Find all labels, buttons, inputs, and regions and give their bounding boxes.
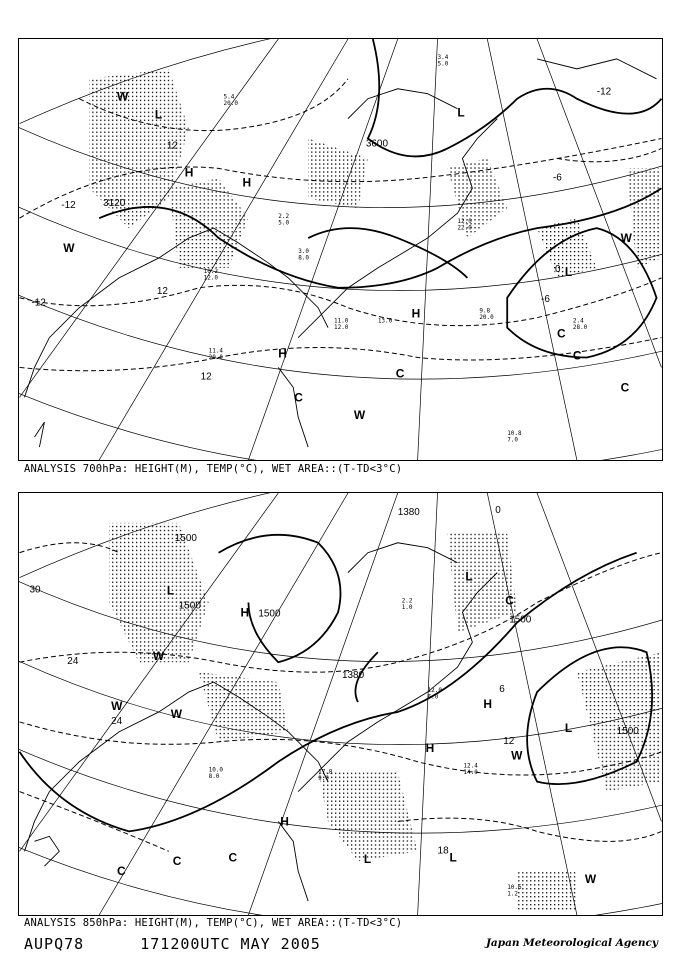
cold-center: C <box>572 348 582 363</box>
height-label: 1380 <box>397 506 420 518</box>
high-center: H <box>411 306 421 321</box>
wet-areas <box>89 69 661 278</box>
warm-center: W <box>63 240 75 255</box>
station-plot: 12.4 14.0 <box>463 762 478 777</box>
caption-850hpa: ANALYSIS 850hPa: HEIGHT(M), TEMP(°C), WET AREA::(T-TD<3°C) <box>24 917 403 929</box>
station-plot: 11.4 20.0 <box>208 347 224 361</box>
station-plot: 5.4 20.0 <box>223 93 238 108</box>
warm-center: W <box>117 89 129 104</box>
station-plot: 10.8 7.0 <box>507 430 522 444</box>
map-850hpa-canvas <box>19 493 662 915</box>
high-center: H <box>184 165 194 180</box>
station-plot: 10.2 12.0 <box>203 267 219 282</box>
station-plot: 17.8 9.0 <box>318 768 333 783</box>
height-label: 1500 <box>174 532 197 544</box>
map-700hpa <box>18 38 663 461</box>
height-label: 1500 <box>616 725 639 737</box>
low-center: L <box>564 720 573 735</box>
cold-center: C <box>556 326 566 341</box>
station-plot: 12.0 6.0 <box>427 687 442 701</box>
chart-id: AUPQ78 <box>24 935 85 953</box>
temp-label: 18 <box>437 845 449 857</box>
temp-label: 12 <box>166 140 178 152</box>
cold-center: C <box>294 390 303 405</box>
low-center: L <box>564 264 573 279</box>
station-plot: 11.0 12.0 <box>334 317 349 332</box>
temp-label: -6 <box>552 172 562 184</box>
station-plot: 2.2 5.0 <box>278 213 290 227</box>
cold-center: C <box>505 593 514 608</box>
warm-center: W <box>511 748 523 763</box>
station-plot: 12.0 22.0 <box>457 218 472 232</box>
station-plot: 2.4 28.0 <box>572 317 588 332</box>
temp-label: 0 <box>495 504 501 516</box>
low-center: L <box>449 850 457 865</box>
warm-center: W <box>584 872 597 887</box>
height-label: 1500 <box>509 614 532 626</box>
station-plot: 3.0 8.0 <box>298 247 309 262</box>
warm-center: W <box>353 408 366 423</box>
warm-center: W <box>620 231 632 246</box>
warm-center: W <box>111 698 123 713</box>
station-plots <box>204 54 588 444</box>
map-850hpa <box>18 492 663 916</box>
temp-label: -12 <box>596 86 612 98</box>
temp-label: 12 <box>156 285 168 297</box>
low-center: L <box>154 107 163 122</box>
warm-center: W <box>170 706 183 721</box>
caption-700hpa: ANALYSIS 700hPa: HEIGHT(M), TEMP(°C), WET AREA::(T-TD<3°C) <box>24 463 403 475</box>
station-plot: 9.8 20.0 <box>479 307 494 322</box>
high-center: H <box>240 605 250 620</box>
cold-center: C <box>395 366 405 381</box>
high-center: H <box>425 740 435 755</box>
height-label: 3600 <box>365 138 388 150</box>
warm-center: W <box>152 649 165 664</box>
high-center: H <box>278 346 287 361</box>
low-center: L <box>363 852 372 867</box>
station-plot: 10.0 8.0 <box>208 766 224 781</box>
high-center: H <box>483 696 492 711</box>
temp-label: 24 <box>67 656 79 668</box>
chart-code <box>24 935 321 953</box>
height-label: 1380 <box>341 670 365 682</box>
height-label: 1500 <box>178 600 201 612</box>
high-center: H <box>242 175 252 190</box>
height-label: 3120 <box>103 198 126 210</box>
valid-time: 171200UTC MAY 2005 <box>140 935 321 953</box>
station-plot: 3.4 5.0 <box>437 53 449 68</box>
temp-label: 0 <box>554 263 561 275</box>
low-center: L <box>457 105 465 120</box>
height-label: 1500 <box>258 608 281 620</box>
temp-label: 12 <box>200 371 212 383</box>
cold-center: C <box>620 380 630 395</box>
cold-center: C <box>228 850 238 865</box>
station-plot: 13.0 <box>377 317 393 325</box>
temp-label: -6 <box>541 293 550 305</box>
high-center: H <box>280 814 289 829</box>
map-700hpa-canvas <box>19 39 662 460</box>
station-plot: 10.6 1.2 <box>507 884 522 898</box>
station-plot: 2.2 1.0 <box>401 597 413 611</box>
low-center: L <box>166 583 175 598</box>
low-center: L <box>465 569 473 584</box>
cold-center: C <box>117 864 126 879</box>
cold-center: C <box>172 854 182 869</box>
temp-label: 12 <box>503 735 515 747</box>
temp-label: -12 <box>31 297 46 309</box>
agency-name: Japan Meteorological Agency <box>485 937 658 949</box>
temp-label: 30 <box>29 584 41 596</box>
temp-label: 6 <box>499 684 505 696</box>
temp-label: 24 <box>111 715 123 727</box>
temp-label: -12 <box>61 200 76 212</box>
